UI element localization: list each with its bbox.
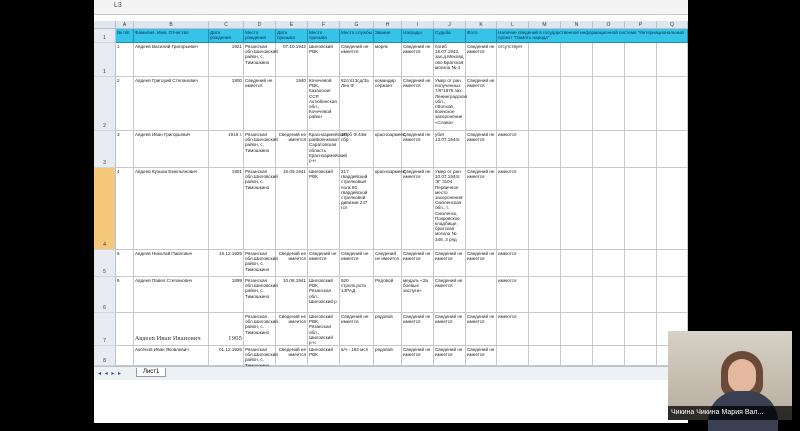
cell-name[interactable]: Авдеев Павел Степанович (134, 277, 209, 313)
cell-photo[interactable]: Сведений не имеется (466, 250, 497, 277)
cell-name[interactable]: Авдеев Иван Иванович (134, 313, 209, 346)
cell-empty[interactable] (529, 168, 561, 250)
cell-birth-place[interactable]: Рязанская обл.Шиловский район, с. Тимошкино (244, 277, 276, 313)
cell-rank[interactable]: Сведений не имеется (374, 250, 402, 277)
cell-empty[interactable] (529, 77, 561, 131)
cell-empty[interactable] (593, 77, 625, 131)
cell-draft-place[interactable]: Шиловский РВК (308, 346, 340, 366)
cell-name[interactable]: Аксёнов Иван Яковлевич (134, 346, 209, 366)
column-header-i[interactable]: I (402, 21, 434, 29)
cell-awards[interactable]: медаль «За боевые заслуги» (402, 277, 434, 313)
cell-empty[interactable] (625, 277, 657, 313)
column-header-o[interactable]: O (593, 21, 625, 29)
cell-empty[interactable] (561, 43, 593, 77)
cell-photo[interactable]: Сведений не имеется (466, 43, 497, 77)
cell-rank[interactable]: рядовой (374, 346, 402, 366)
cell-extra[interactable]: имеются (497, 277, 529, 313)
row-number-label: 5 (103, 269, 106, 275)
cell-empty[interactable] (625, 131, 657, 168)
cell-awards[interactable]: Сведений не имеется (402, 131, 434, 168)
cell-num[interactable]: 1 (116, 43, 134, 77)
cell-empty[interactable] (593, 277, 625, 313)
cell-service-place[interactable]: 82сп/13сд/3а Лен.Ф (340, 77, 374, 131)
cell-empty[interactable] (529, 131, 561, 168)
cell-draft-date[interactable]: 07.10.1942 (276, 43, 308, 77)
cell-rank[interactable]: красноармеец (374, 131, 402, 168)
cell-empty[interactable] (593, 131, 625, 168)
cell-fate[interactable]: Сведений не имеется (434, 277, 466, 313)
cell-service-place[interactable]: в/ч - 183 мсп (340, 346, 374, 366)
cell-draft-date[interactable]: Сведений не имеется (276, 131, 308, 168)
cell-rank[interactable]: рядовой (374, 313, 402, 346)
cell-awards[interactable]: Сведений не имеется (402, 43, 434, 77)
cell-draft-date[interactable]: 10.08.1941 (276, 277, 308, 313)
cell-empty[interactable] (657, 131, 688, 168)
header-cell-service-place[interactable]: Место службы (340, 29, 374, 43)
row-number-label: 7 (103, 338, 106, 344)
cell-birth-place[interactable]: Рязанская обл.Шиловский район, с. Тимошкино (244, 250, 276, 277)
row-number[interactable] (94, 250, 116, 277)
cell-birth-date[interactable]: 1916 г. (209, 131, 244, 168)
cell-awards[interactable]: Сведений не имеется (402, 77, 434, 131)
spreadsheet-window (94, 0, 688, 423)
cell-birth-date[interactable]: 1899 (209, 277, 244, 313)
column-header-c[interactable]: C (209, 21, 244, 29)
header-cell-birth-date[interactable]: Дата рождения (209, 29, 244, 43)
cell-empty[interactable] (593, 168, 625, 250)
cell-empty[interactable] (625, 346, 657, 366)
header-cell-photo[interactable]: Фото (466, 29, 497, 43)
cell-photo[interactable]: Сведений не имеется (466, 77, 497, 131)
row-number[interactable] (94, 77, 116, 131)
cell-num[interactable]: 2 (116, 77, 134, 131)
cell-draft-place[interactable]: Шиловский РВК (308, 43, 340, 77)
cell-empty[interactable] (593, 313, 625, 346)
cell-extra[interactable] (497, 346, 529, 366)
column-header-q[interactable]: Q (657, 21, 688, 29)
cell-empty[interactable] (561, 277, 593, 313)
cell-num[interactable] (116, 346, 134, 366)
row-number-label: 3 (103, 160, 106, 166)
cell-empty[interactable] (625, 250, 657, 277)
cell-birth-date[interactable]: 16.12.1925 (209, 250, 244, 277)
cell-name[interactable]: Авдеев Василий Григорьевич (134, 43, 209, 77)
row-number[interactable] (94, 43, 116, 77)
row-number-label: 6 (103, 305, 106, 311)
cell-empty[interactable] (625, 313, 657, 346)
cell-fate[interactable]: убит 13.07.1944г. (434, 131, 466, 168)
cell-empty[interactable] (593, 43, 625, 77)
cell-empty[interactable] (529, 43, 561, 77)
column-header-p[interactable]: P (625, 21, 657, 29)
cell-empty[interactable] (657, 277, 688, 313)
cell-rank[interactable]: красноармеец (374, 168, 402, 250)
cell-draft-date[interactable]: Сведений не имеется (276, 313, 308, 346)
cell-extra[interactable]: имеются (497, 250, 529, 277)
cell-fate[interactable]: Умер от ран полученных 7/6*1976 зах. Ленинградская обл., г.Волхов, воинское захоронение «Слава» (434, 77, 466, 131)
cell-birth-date[interactable]: 1901 (209, 168, 244, 250)
cell-empty[interactable] (529, 250, 561, 277)
cell-rank[interactable]: Рядовой (374, 277, 402, 313)
cell-empty[interactable] (529, 277, 561, 313)
cell-empty[interactable] (561, 250, 593, 277)
cell-num[interactable]: 6 (116, 277, 134, 313)
cell-extra[interactable]: отсутствует (497, 43, 529, 77)
column-header-g[interactable]: G (340, 21, 374, 29)
cell-name[interactable]: Авдеев Кузьма Емельянович (134, 168, 209, 250)
sheet-tab[interactable]: Лист1 (136, 368, 166, 377)
header-cell-birth-place[interactable]: Место рождения (244, 29, 276, 43)
cell-empty[interactable] (625, 77, 657, 131)
row-number[interactable] (94, 131, 116, 168)
cell-service-place[interactable]: 217 гвардейский стрелковый полк 80 гвардейской стрелковой дивизии 247 гсп (340, 168, 374, 250)
header-cell-draft-date[interactable]: Дата призыва (276, 29, 308, 43)
cell-empty[interactable] (561, 131, 593, 168)
cell-extra[interactable]: имеются (497, 313, 529, 346)
row-number-label: 1 (103, 69, 106, 75)
cell-rank[interactable]: командир сержант (374, 77, 402, 131)
cell-empty[interactable] (529, 313, 561, 346)
cell-num[interactable]: 4 (116, 168, 134, 250)
cell-empty[interactable] (593, 346, 625, 366)
cell-service-place[interactable]: Сведений не имеется (340, 313, 374, 346)
cell-draft-date[interactable]: Сведений не имеется (276, 346, 308, 366)
column-header-e[interactable]: E (276, 21, 308, 29)
cell-draft-date[interactable]: Сведений не имеется (276, 250, 308, 277)
cell-fate[interactable]: Сведений не имеется (434, 346, 466, 366)
cell-birth-place[interactable]: Рязанская обл.Шиловский район, с. Тимошкино (244, 131, 276, 168)
cell-empty[interactable] (561, 346, 593, 366)
window-bottom-area (94, 380, 688, 423)
cell-empty[interactable] (529, 346, 561, 366)
video-call-tile[interactable] (668, 331, 792, 420)
cell-draft-place[interactable]: Кочечевой РВК, Казахская ССР, Актюбинская обл., Кочечевой район (308, 77, 340, 131)
select-all-corner[interactable] (94, 21, 116, 29)
cell-service-place[interactable]: Сведений не имеется (340, 250, 374, 277)
cell-rank[interactable]: моряк (374, 43, 402, 77)
cell-birth-date[interactable]: 1905 (209, 313, 244, 346)
row-number-label: 2 (103, 123, 106, 129)
cell-draft-place[interactable]: Шиловский РВК (308, 168, 340, 250)
cell-birth-date[interactable]: 1921 (209, 43, 244, 77)
cell-fate[interactable]: Сведений не имеется (434, 250, 466, 277)
cell-birth-place[interactable]: Рязанская обл.Шиловский район, с. Тимошкино (244, 43, 276, 77)
cell-photo[interactable] (466, 277, 497, 313)
participant-face (728, 359, 756, 393)
cell-draft-place[interactable]: Сведений не имеется (308, 250, 340, 277)
row-number[interactable] (94, 346, 116, 366)
cell-num[interactable]: 5 (116, 250, 134, 277)
row-number-label: 4 (103, 242, 106, 248)
row-number[interactable] (94, 313, 116, 346)
row-number-header[interactable]: 1 (94, 29, 116, 43)
cell-empty[interactable] (625, 43, 657, 77)
cell-awards[interactable]: Сведений не имеется (402, 346, 434, 366)
column-header-n[interactable]: N (561, 21, 593, 29)
cell-extra[interactable]: имеются (497, 131, 529, 168)
row-number-label: 8 (103, 358, 106, 364)
header-cell-num[interactable]: № п/п (116, 29, 134, 43)
cell-draft-place[interactable]: Красноармейский райвоенкомат Саратовская область Красноармейский р-н (308, 131, 340, 168)
cell-fate[interactable]: Сведений не имеется (434, 313, 466, 346)
cell-draft-date[interactable]: 1940 (276, 77, 308, 131)
sheet-tab-bar (94, 366, 688, 381)
column-header-l[interactable]: L (497, 21, 529, 29)
cell-num[interactable] (116, 313, 134, 346)
cell-name[interactable]: Авдеев Григорий Степанович (134, 77, 209, 131)
column-header-k[interactable]: K (466, 21, 497, 29)
cell-name[interactable]: Авдеев Николай Павлович (134, 250, 209, 277)
row-number[interactable] (94, 277, 116, 313)
cell-name[interactable]: Авдеев Иван Григорьевич (134, 131, 209, 168)
cell-extra[interactable] (497, 77, 529, 131)
cell-awards[interactable]: Сведений не имеется (402, 168, 434, 250)
cell-empty[interactable] (657, 77, 688, 131)
cell-photo[interactable]: Сведений не имеется (466, 131, 497, 168)
cell-num[interactable]: 3 (116, 131, 134, 168)
cell-birth-date[interactable]: 1900 (209, 77, 244, 131)
header-cell-extra[interactable]: Наличие сведений в государственной информационной системе "Интернациональный проект "Память народа" (497, 29, 688, 43)
cell-empty[interactable] (625, 168, 657, 250)
cell-birth-place[interactable]: Рязанская обл.Шиловский район, с. Тимошкино (244, 168, 276, 250)
cell-photo[interactable]: Сведений не имеется (466, 313, 497, 346)
column-header-h[interactable]: H (374, 21, 402, 29)
cell-draft-place[interactable]: Шиловский РВК, Рязанская обл., Шиловский р-н (308, 313, 340, 346)
column-header-f[interactable]: F (308, 21, 340, 29)
cell-awards[interactable]: Сведений не имеется (402, 250, 434, 277)
cell-photo[interactable]: Сведений не имеется (466, 346, 497, 366)
header-cell-awards[interactable]: Награды (402, 29, 434, 43)
cell-photo[interactable]: Сведений не имеется (466, 168, 497, 250)
cell-draft-place[interactable]: Шиловский РВК, Рязанская обл., Шиловский р (308, 277, 340, 313)
column-header-d[interactable]: D (244, 21, 276, 29)
formula-bar[interactable] (94, 0, 688, 15)
cell-fate[interactable]: погиб 16.07.1943, зах.д.Меховд ово Братская могила № 4 (434, 43, 466, 77)
column-header-j[interactable]: J (434, 21, 466, 29)
cell-extra[interactable]: имеются (497, 168, 529, 250)
cell-empty[interactable] (657, 168, 688, 250)
cell-birth-date[interactable]: 01.12.1926 (209, 346, 244, 366)
header-cell-name[interactable]: Фамилия, Имя, Отчество (134, 29, 209, 43)
column-header-b[interactable]: B (134, 21, 209, 29)
column-header-m[interactable]: M (529, 21, 561, 29)
cell-birth-place[interactable]: Сведений не имеется (244, 77, 276, 131)
cell-service-place[interactable]: 920 стрелк.рота 14РАД (340, 277, 374, 313)
cell-service-place[interactable]: Сведений не имеется (340, 43, 374, 77)
cell-empty[interactable] (561, 168, 593, 250)
cell-empty[interactable] (561, 77, 593, 131)
row-number[interactable] (94, 168, 116, 250)
cell-empty[interactable] (561, 313, 593, 346)
header-cell-rank[interactable]: Звание (374, 29, 402, 43)
cell-fate[interactable]: Умер от ран 10.07.1944г. ЭГ 3104 Первичное место захоронения: Смоленская обл., г. Смоленск, Покровское кладбище, братская могила № 348, 3 ряд (434, 168, 466, 250)
participant-name-label: Чикина Чикина Мария Вал... (668, 406, 792, 420)
sheet-nav-buttons[interactable]: ◂ ◂ ▸ ▸ (98, 371, 123, 377)
cell-reference: L3 (114, 2, 122, 9)
cell-empty[interactable] (657, 43, 688, 77)
cell-awards[interactable]: Сведений не имеется (402, 313, 434, 346)
header-cell-fate[interactable]: Судьба (434, 29, 466, 43)
cell-empty[interactable] (593, 250, 625, 277)
cell-service-place[interactable]: 1Прб Ф.44м сбр (340, 131, 374, 168)
cell-empty[interactable] (657, 250, 688, 277)
cell-birth-place[interactable]: Рязанская обл.Шиловский район, с. Тимошкино (244, 313, 276, 346)
cell-draft-date[interactable]: 15.09.1941 (276, 168, 308, 250)
cell-birth-place[interactable]: Рязанская обл.Шиловский район, с. (244, 346, 276, 366)
header-cell-draft-place[interactable]: Место призыва (308, 29, 340, 43)
column-header-a[interactable]: A (116, 21, 134, 29)
